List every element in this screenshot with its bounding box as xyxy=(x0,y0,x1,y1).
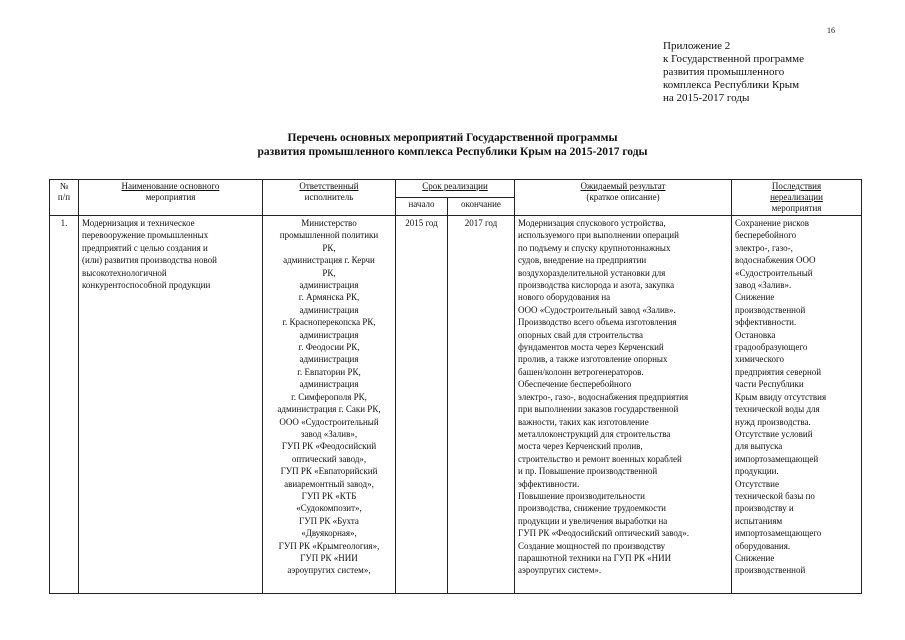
measures-table xyxy=(49,179,862,594)
header-name-line: Наименование основного xyxy=(121,181,220,191)
table-row xyxy=(50,216,862,594)
result-line: нового оборудования на xyxy=(518,292,611,303)
name-line: (или) развития производства новой xyxy=(82,255,217,266)
header-result xyxy=(515,180,732,216)
executor-line: администрация г. Керчи xyxy=(283,255,375,266)
consequences-line: продукции. xyxy=(735,466,779,477)
header-executor-line: Ответственный xyxy=(299,181,359,191)
consequences-line: химического xyxy=(735,354,784,365)
row-start: 2015 год xyxy=(396,216,448,594)
consequences-line: части Республики xyxy=(735,379,804,390)
executor-line: г. Красноперекопска РК, xyxy=(282,317,376,328)
executor-line: г. Армянска РК, xyxy=(298,292,360,303)
result-line: воздухоразделительной установки для xyxy=(518,267,666,278)
header-consequences xyxy=(732,180,862,216)
executor-line: администрация xyxy=(299,329,359,340)
result-line: парашютной техники на ГУП РК «НИИ xyxy=(518,552,672,563)
executor-line: администрация xyxy=(299,280,359,291)
executor-line: аэроупругих систем», xyxy=(287,565,371,576)
document-title xyxy=(0,131,905,159)
consequences-line: испытаниям xyxy=(735,515,783,526)
consequences-line: Отсутствие xyxy=(735,478,779,489)
consequences-line: импортозамещающей xyxy=(735,453,819,464)
result-line: металлоконструкций для строительства xyxy=(518,428,671,439)
result-line: пролив, а также изготовление опорных xyxy=(518,354,668,365)
executor-line: «Судокомпозит», xyxy=(296,503,362,514)
consequences-line: электро-, газо-, xyxy=(735,242,793,253)
executor-line: ООО «Судостроительный xyxy=(279,416,379,427)
executor-line: администрация г. Саки РК, xyxy=(277,404,381,415)
executor-line: оптический завод», xyxy=(291,453,367,464)
result-line: аэроупругих систем». xyxy=(518,565,602,576)
executor-line: РК, xyxy=(322,242,336,253)
consequences-line: Крым ввиду отсутствия xyxy=(735,391,827,402)
name-line: конкурентоспособной продукции xyxy=(82,280,211,291)
header-num xyxy=(50,180,79,216)
header-result-line: (краткое описание) xyxy=(586,192,660,202)
name-line: перевооружение промышленных xyxy=(82,230,209,241)
executor-line: администрация xyxy=(299,379,359,390)
result-line: используемого при выполнении операций xyxy=(518,230,679,241)
executor-line: завод «Залив», xyxy=(300,428,358,439)
row-end: 2017 год xyxy=(448,216,515,594)
consequences-line: производственной xyxy=(735,565,806,576)
header-row xyxy=(50,180,862,198)
header-consequences-line: нереализации xyxy=(770,192,823,202)
result-line: производства кислорода и азота, закупка xyxy=(518,280,675,291)
name-line: Модернизация и техническое xyxy=(82,218,195,228)
consequences-line: «Судостроительный xyxy=(735,267,813,278)
consequences-line: градообразующего xyxy=(735,342,808,353)
row-consequences xyxy=(732,216,862,594)
header-name-line: мероприятия xyxy=(145,192,196,202)
name-line: предприятий с целью создания и xyxy=(82,242,208,253)
row-result xyxy=(515,216,732,594)
executor-line: администрация xyxy=(299,354,359,365)
result-line: и пр. Повышение производственной xyxy=(518,466,658,477)
executor-line: г. Симферополя РК, xyxy=(291,391,367,402)
consequences-line: бесперебойного xyxy=(735,230,797,241)
result-line: Модернизация спускового устройства, xyxy=(518,218,666,228)
appendix-note xyxy=(663,40,888,105)
title-line: Перечень основных мероприятий Государственной программы xyxy=(287,132,618,144)
result-line: Обеспечение бесперебойного xyxy=(518,379,632,390)
result-line: ООО «Судостроительный завод «Залив». xyxy=(518,304,676,315)
row-name xyxy=(79,216,263,594)
result-line: при выполнении заказов государственной xyxy=(518,404,679,415)
result-line: эффективности. xyxy=(518,478,580,489)
consequences-line: Снижение xyxy=(735,552,775,563)
header-executor-line: исполнитель xyxy=(304,192,354,202)
appendix-line: на 2015-2017 годы xyxy=(663,92,750,104)
header-consequences-line: мероприятия xyxy=(771,203,822,213)
page-number: 16 xyxy=(827,26,835,35)
result-line: моста через Керченский пролив, xyxy=(518,441,643,452)
executor-line: промышленной политики xyxy=(279,230,379,241)
executor-line: г. Феодосии РК, xyxy=(298,342,360,353)
result-line: Создание мощностей по производству xyxy=(518,540,666,551)
consequences-line: завод «Залив». xyxy=(735,280,792,291)
consequences-line: предприятия северной xyxy=(735,366,822,377)
header-consequences-line: Последствия xyxy=(771,181,822,191)
consequences-line: оборудования. xyxy=(735,540,791,551)
executor-line: «Двуякорная», xyxy=(301,528,357,539)
executor-line: ГУП РК «НИИ xyxy=(300,552,358,563)
header-num-line: п/п xyxy=(57,192,71,202)
result-line: ГУП РК «Феодосийский оптический завод». xyxy=(518,528,689,539)
result-line: по подъему и спуску крупнотоннажных xyxy=(518,242,671,253)
executor-line: ГУП РК «Феодосийский xyxy=(281,441,377,452)
consequences-line: Остановка xyxy=(735,329,776,340)
result-line: судов, внедрение на предприятии xyxy=(518,255,647,266)
consequences-line: нужд производства. xyxy=(735,416,811,427)
consequences-line: водоснабжения ООО xyxy=(735,255,816,266)
header-name xyxy=(79,180,263,216)
executor-line: г. Евпатории РК, xyxy=(297,366,361,377)
header-num-line: № xyxy=(59,181,69,191)
executor-line: ГУП РК «Крымгеология», xyxy=(278,540,380,551)
consequences-line: производственной xyxy=(735,304,806,315)
result-line: фундаментов моста через Керченский xyxy=(518,342,664,353)
result-line: строительство и ремонт военных кораблей xyxy=(518,453,682,464)
result-line: производства, снижение трудоемкости xyxy=(518,503,666,514)
consequences-line: Снижение xyxy=(735,292,775,303)
header-executor xyxy=(263,180,396,216)
appendix-line: к Государственной программе xyxy=(663,53,804,65)
consequences-line: Сохранение рисков xyxy=(735,218,809,228)
header-start: начало xyxy=(396,198,448,216)
executor-line: Министерство xyxy=(301,218,357,228)
consequences-line: эффективности. xyxy=(735,317,797,328)
result-line: продукции и увеличения выработки на xyxy=(518,515,668,526)
appendix-line: развития промышленного xyxy=(663,66,785,78)
result-line: опорных свай для строительства xyxy=(518,329,644,340)
consequences-line: производству и xyxy=(735,503,794,514)
result-line: башен/колонн ветрогенераторов. xyxy=(518,366,644,377)
row-executor xyxy=(263,216,396,594)
row-num: 1. xyxy=(50,216,79,594)
result-line: Производство всего объема изготовления xyxy=(518,317,677,328)
executor-line: администрация xyxy=(299,304,359,315)
result-line: электро-, газо-, водоснабжения предприятия xyxy=(518,391,689,402)
consequences-line: для выпуска xyxy=(735,441,783,452)
name-line: высокотехнологичной xyxy=(82,267,167,278)
appendix-line: Приложение 2 xyxy=(663,40,731,52)
executor-line: ГУП РК «Евпаторийский xyxy=(280,466,378,477)
consequences-line: технической базы по xyxy=(735,490,815,501)
executor-line: ГУП РК «Бухта xyxy=(299,515,359,526)
executor-line: авиаремонтный завод», xyxy=(284,478,374,489)
header-result-line: Ожидаемый результат xyxy=(580,181,666,191)
title-line: развития промышленного комплекса Республики Крым на 2015-2017 годы xyxy=(257,146,648,158)
result-line: важности, таких как изготовление xyxy=(518,416,649,427)
header-end: окончание xyxy=(448,198,515,216)
executor-line: РК, xyxy=(322,267,336,278)
appendix-line: комплекса Республики Крым xyxy=(663,79,800,91)
header-period: Срок реализации xyxy=(396,180,515,198)
result-line: Повышение производительности xyxy=(518,490,645,501)
consequences-line: Отсутствие условий xyxy=(735,428,813,439)
executor-line: ГУП РК «КТБ xyxy=(301,490,357,501)
consequences-line: технической воды для xyxy=(735,404,820,415)
consequences-line: импортозамещающего xyxy=(735,528,822,539)
